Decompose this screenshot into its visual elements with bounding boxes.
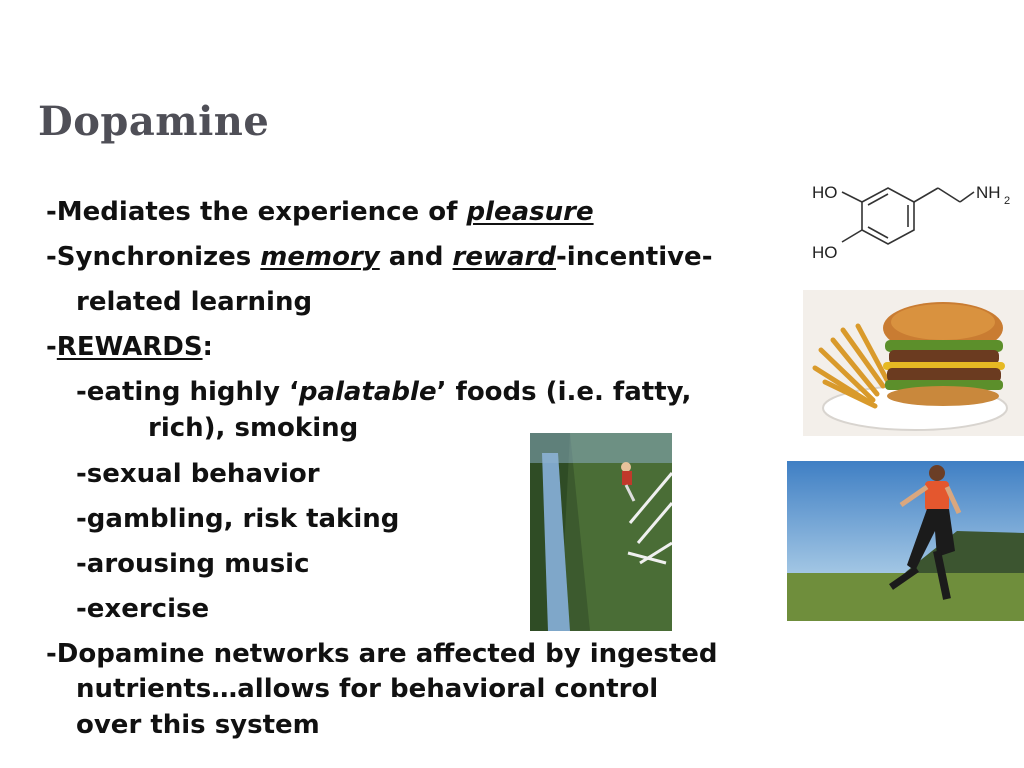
bullet-networks: -Dopamine networks are affected by ingested — [46, 639, 718, 669]
bungee-jump-photo — [530, 433, 672, 631]
bullet-text: : — [202, 332, 213, 362]
runner-illustration — [787, 461, 1024, 621]
bullet-text: -Mediates the experience of — [46, 197, 467, 227]
amine-subscript: 2 — [1004, 195, 1011, 207]
molecule-diagram — [800, 172, 1024, 272]
bullet-pleasure — [46, 190, 776, 235]
runner-photo — [787, 461, 1024, 621]
slide-title: Dopamine — [38, 98, 270, 145]
sub-bullet-music: -arousing music — [76, 549, 310, 579]
bullet-text: and — [379, 242, 453, 272]
bullet-synchronizes — [46, 235, 776, 280]
bullet-text: ’ foods (i.e. fatty, — [436, 377, 692, 407]
bullet-text: -eating highly ‘ — [76, 377, 299, 407]
emphasis-rewards: REWARDS — [56, 332, 203, 362]
bullet-rewards — [46, 325, 776, 370]
bungee-illustration — [530, 433, 672, 631]
amine-label: NH — [976, 183, 1001, 202]
emphasis-pleasure: pleasure — [466, 197, 594, 227]
emphasis-palatable: palatable — [298, 377, 437, 407]
hydroxyl-label: HO — [812, 183, 838, 202]
bullet-text: -Synchronizes — [46, 242, 261, 272]
sub-bullet-eating — [46, 374, 776, 410]
sub-bullet-continuation: rich), smoking — [148, 413, 359, 443]
bullet-text: - — [46, 332, 57, 362]
hydroxyl-label: HO — [812, 243, 838, 262]
bullet-text: -incentive- — [556, 242, 713, 272]
bullet-continuation: related learning — [76, 287, 313, 317]
bullet-networks-cont: over this system — [76, 710, 320, 740]
emphasis-reward: reward — [452, 242, 556, 272]
sub-bullet-exercise: -exercise — [76, 594, 210, 624]
burger-fries-photo — [803, 290, 1024, 436]
sub-bullet-sexual: -sexual behavior — [76, 459, 320, 489]
sub-bullet-gambling: -gambling, risk taking — [76, 504, 400, 534]
emphasis-memory: memory — [260, 242, 380, 272]
bullet-networks-cont: nutrients…allows for behavioral control — [76, 674, 659, 704]
burger-illustration — [803, 290, 1024, 436]
dopamine-structure-image — [800, 172, 1024, 272]
